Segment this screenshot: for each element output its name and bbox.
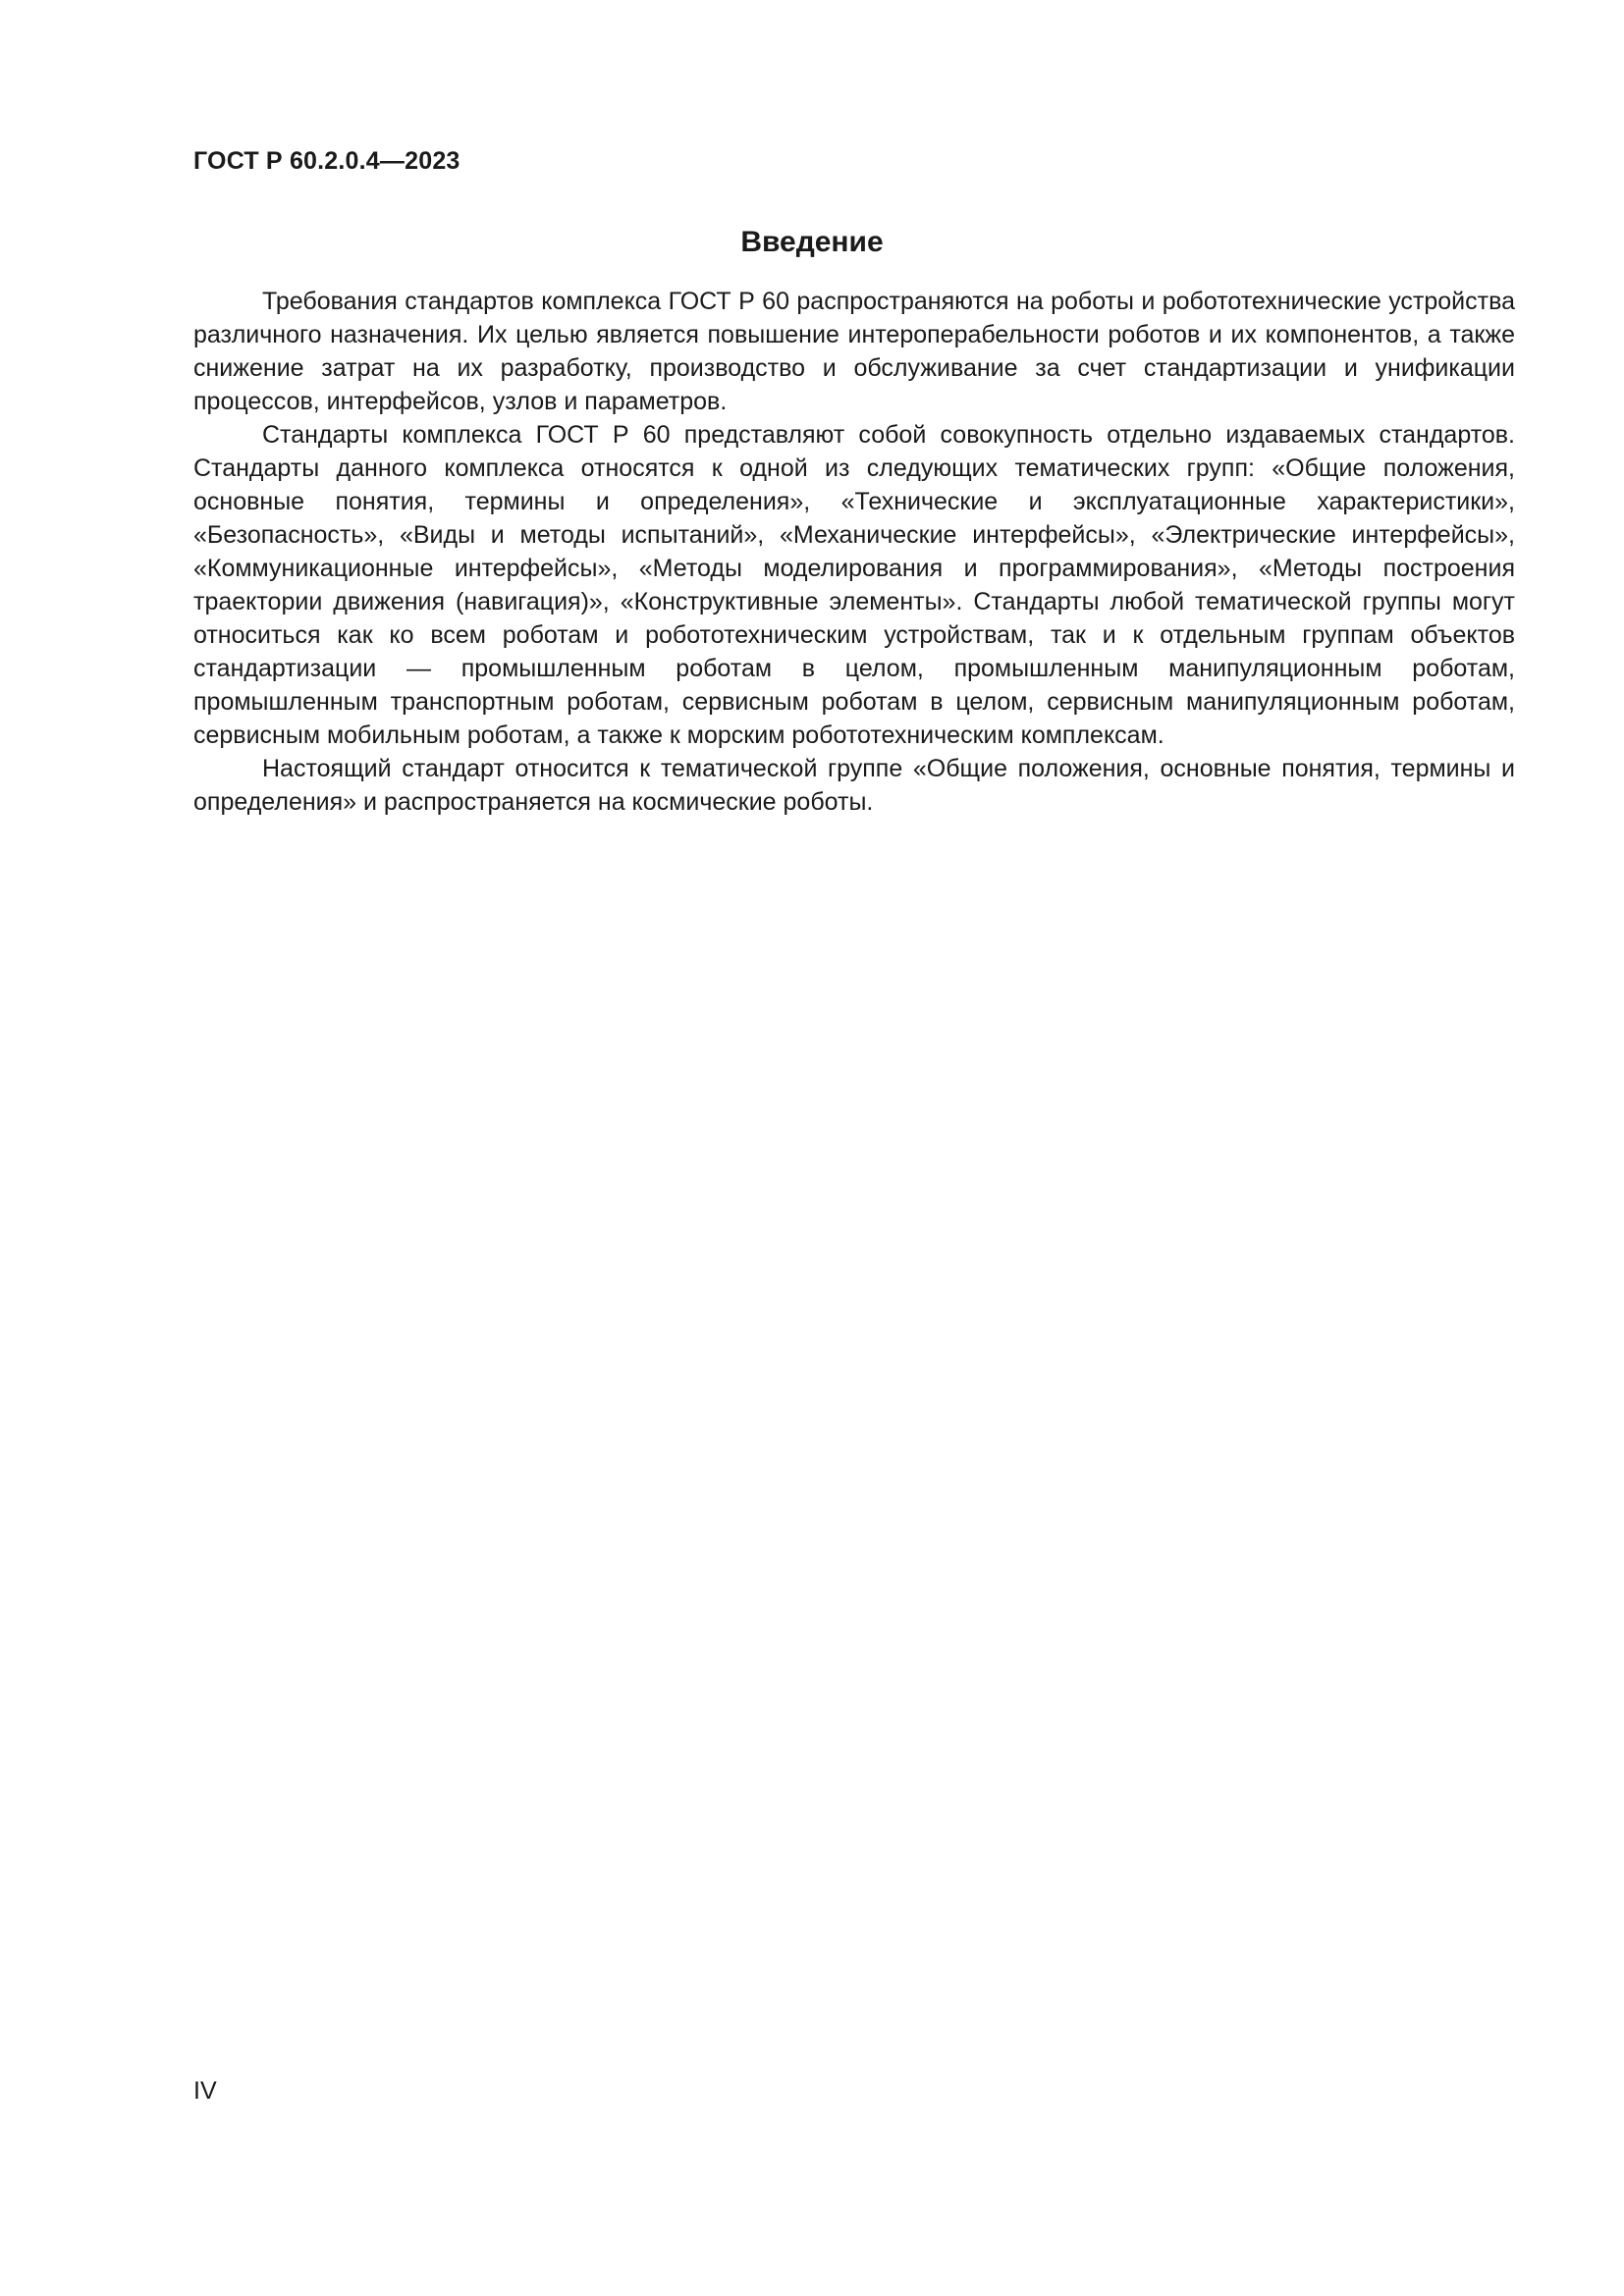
page-number: IV [193, 2077, 217, 2105]
paragraph: Стандарты комплекса ГОСТ Р 60 представляют собой совокупность отдельно издаваемых стандартов. Стандарты данного комплекса относятся к одной из следующих тематических групп: «Общие положения, основные понятия, термины и определения», «Технические и эксплуатационные характеристики», «Безопасность», «Виды и методы испытаний», «Механические интерфейсы», «Электрические интерфейсы», «Коммуникационные интерфейсы», «Методы моделирования и программирования», «Методы построения траектории движения (навигация)», «Конструктивные элементы». Стандарты любой тематической группы могут относиться как ко всем роботам и робототехническим устройствам, так и к отдельным группам объектов стандартизации — промышленным роботам в целом, промышленным манипуляционным роботам, промышленным транспортным роботам, сервисным роботам в целом, сервисным манипуляционным роботам, сервисным мобильным роботам, а также к морским робототехническим комплексам. [193, 421, 1515, 749]
paragraph: Требования стандартов комплекса ГОСТ Р 60 распространяются на роботы и робототехнические устройства различного назначения. Их целью является повышение интероперабельности роботов и их компонентов, а также снижение затрат на их разработку, производство и обслуживание за счет стандартизации и унификации процессов, интерфейсов, узлов и параметров. [193, 288, 1515, 415]
section-title: Введение [740, 226, 884, 258]
document-code: ГОСТ Р 60.2.0.4—2023 [193, 147, 460, 175]
paragraph: Настоящий стандарт относится к тематической группе «Общие положения, основные понятия, термины и определения» и распространяется на космические роботы. [193, 755, 1515, 816]
section-body [193, 285, 1515, 819]
